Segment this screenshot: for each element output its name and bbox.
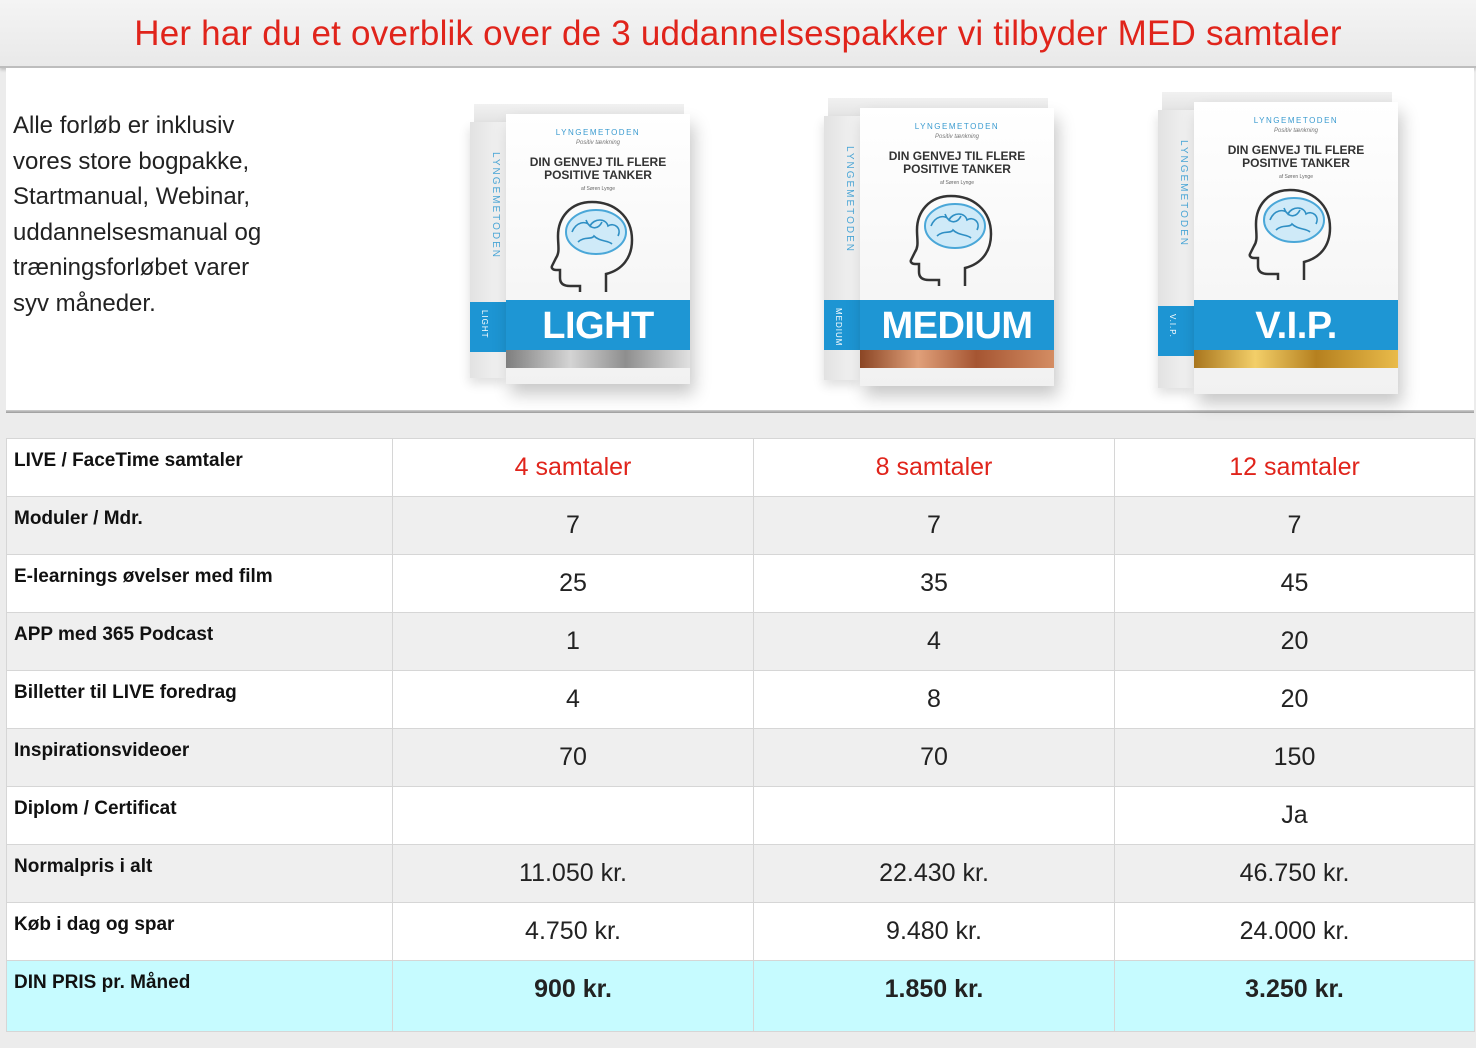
table-cell: 9.480 kr. — [886, 917, 982, 945]
table-row — [7, 497, 1475, 555]
product-band — [860, 300, 1054, 350]
row-label: APP med 365 Podcast — [14, 624, 214, 645]
side-brand: LYNGEMETODEN — [844, 146, 855, 253]
table-cell: 46.750 kr. — [1239, 859, 1350, 887]
brand-tagline: Positiv tænkning — [575, 140, 621, 146]
product-box-light — [470, 104, 690, 384]
table-cell: 20 — [1280, 685, 1309, 713]
table-cell: 70 — [920, 743, 948, 771]
table-cell: 150 — [1273, 743, 1316, 771]
table-cell — [393, 787, 753, 801]
product-band — [506, 300, 690, 350]
box-front — [1194, 102, 1398, 394]
table-cell: 70 — [559, 743, 587, 771]
side-brand: LYNGEMETODEN — [1178, 140, 1189, 247]
table-cell: 35 — [920, 569, 948, 597]
book-title-line: DIN GENVEJ TIL FLERE — [1227, 143, 1365, 157]
intro-line: syv måneder. — [13, 289, 156, 317]
product-box-vip — [1158, 92, 1398, 394]
box-front — [860, 108, 1054, 386]
book-title — [1194, 144, 1398, 170]
price-cell: 1.850 kr. — [884, 975, 984, 1003]
comparison-table — [6, 438, 1475, 1032]
table-row — [7, 845, 1475, 903]
row-label: E-learnings øvelser med film — [14, 566, 273, 587]
book-title-line: DIN GENVEJ TIL FLERE — [529, 155, 667, 169]
brand-tagline: Positiv tænkning — [934, 134, 980, 140]
table-cell: 22.430 kr. — [879, 859, 989, 887]
brand-logo: LYNGEMETODEN — [1253, 116, 1339, 125]
intro-line: Alle forløb er inklusiv — [13, 112, 235, 139]
book-title — [860, 150, 1054, 176]
side-label: MEDIUM — [834, 308, 843, 347]
side-band — [470, 302, 506, 352]
book-author: af Søren Lynge — [1278, 174, 1313, 180]
page-title: Her har du et overblik over de 3 uddannelsespakker vi tilbyder MED samtaler — [134, 14, 1342, 53]
table-row — [7, 439, 1475, 497]
divider — [6, 410, 1474, 413]
header — [0, 0, 1476, 68]
book-title-line: DIN GENVEJ TIL FLERE — [888, 149, 1026, 163]
intro-text — [13, 108, 313, 321]
book-title-line: POSITIVE TANKER — [903, 162, 1011, 176]
head-brain-icon — [546, 196, 646, 296]
box-front — [506, 114, 690, 384]
head-brain-icon — [905, 190, 1005, 290]
intro-line: uddannelsesmanual og — [13, 218, 262, 246]
row-label: Inspirationsvideoer — [14, 740, 190, 761]
product-band — [1194, 300, 1398, 350]
product-label: MEDIUM — [881, 305, 1033, 347]
table-row — [7, 555, 1475, 613]
table-cell: 20 — [1280, 627, 1309, 655]
intro-line: vores store bogpakke, — [13, 147, 250, 175]
side-label: LIGHT — [480, 310, 489, 339]
table-row — [7, 729, 1475, 787]
book-title-line: POSITIVE TANKER — [1242, 156, 1350, 170]
row-label: DIN PRIS pr. Måned — [14, 972, 191, 993]
table-row — [7, 671, 1475, 729]
table-cell: 24.000 kr. — [1239, 917, 1350, 945]
table-cell: Ja — [1281, 801, 1308, 829]
table-cell: 25 — [559, 569, 587, 597]
price-row — [7, 961, 1475, 1032]
table-cell: 45 — [1280, 569, 1309, 597]
box-side — [824, 116, 860, 380]
book-author: af Søren Lynge — [939, 180, 974, 186]
table-cell: 4 samtaler — [514, 453, 632, 481]
table-cell: 4 — [566, 685, 580, 713]
row-label: Køb i dag og spar — [14, 914, 175, 935]
gold-stripe — [1194, 350, 1398, 368]
table-cell: 4.750 kr. — [525, 917, 621, 945]
row-label: Diplom / Certificat — [14, 798, 177, 819]
table-row — [7, 787, 1475, 845]
table-row — [7, 613, 1475, 671]
box-side — [470, 122, 506, 378]
side-band — [1158, 306, 1194, 356]
book-title-line: POSITIVE TANKER — [544, 168, 652, 182]
head-brain-icon — [1244, 184, 1344, 284]
price-cell: 3.250 kr. — [1245, 975, 1344, 1003]
product-label: LIGHT — [542, 305, 654, 347]
book-title — [506, 156, 690, 182]
table-cell: 11.050 kr. — [519, 859, 627, 887]
table-cell: 7 — [927, 511, 941, 539]
row-label: Billetter til LIVE foredrag — [14, 682, 237, 703]
table-cell: 8 — [927, 685, 941, 713]
side-band — [824, 300, 860, 350]
table-cell: 12 samtaler — [1229, 453, 1360, 481]
row-label: Moduler / Mdr. — [14, 508, 143, 529]
row-label: LIVE / FaceTime samtaler — [14, 450, 243, 471]
side-brand: LYNGEMETODEN — [490, 152, 501, 259]
table-cell: 7 — [566, 511, 580, 539]
price-cell: 900 kr. — [534, 975, 612, 1003]
box-side — [1158, 110, 1194, 388]
row-label: Normalpris i alt — [14, 856, 153, 877]
silver-stripe — [506, 350, 690, 368]
intro-line: Startmanual, Webinar, — [13, 183, 251, 210]
table-row — [7, 903, 1475, 961]
table-cell: 1 — [566, 627, 580, 655]
table-cell: 8 samtaler — [875, 453, 993, 481]
book-author: af Søren Lynge — [580, 186, 615, 192]
brand-tagline: Positiv tænkning — [1273, 128, 1319, 134]
brand-logo: LYNGEMETODEN — [914, 122, 1000, 131]
brand-logo: LYNGEMETODEN — [555, 128, 641, 137]
product-box-medium — [824, 98, 1054, 386]
table-cell: 4 — [927, 627, 941, 655]
table-cell: 7 — [1287, 511, 1302, 539]
side-label: V.I.P. — [1168, 314, 1177, 338]
table-cell — [754, 787, 1114, 801]
product-label: V.I.P. — [1255, 305, 1337, 347]
copper-stripe — [860, 350, 1054, 368]
intro-line: træningsforløbet varer — [13, 254, 250, 281]
